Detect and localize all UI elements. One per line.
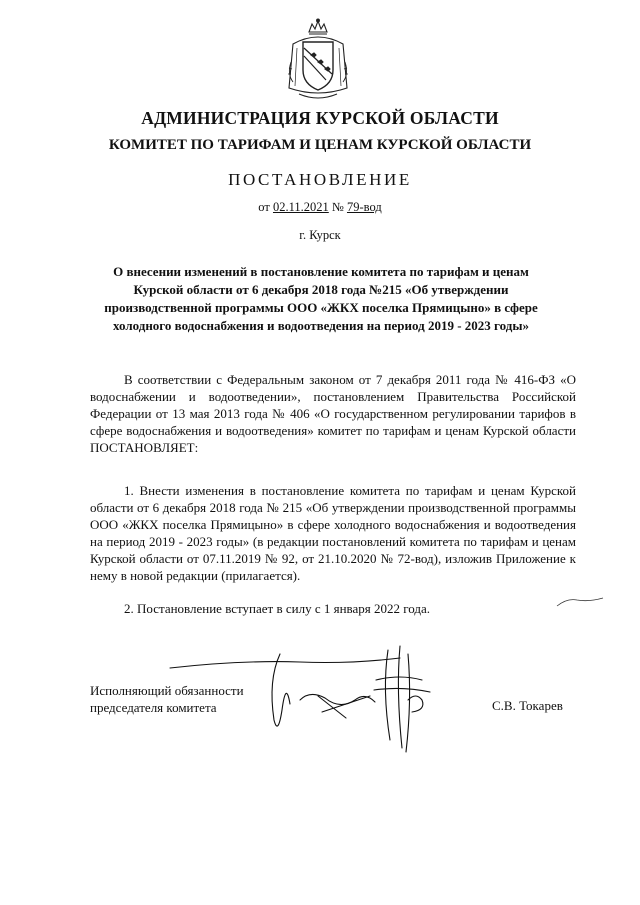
document-reference: [0, 200, 640, 215]
item-1-paragraph: 1. Внести изменения в постановление комитета по тарифам и ценам Курской области от 6 декабря 2018 года № 215 «Об утверждении производственной программы ООО «ЖКХ поселка Прямицыно» в сфере холодного водоснабжения и водоотведения на период 2019 - 2023 годы» (в редакции постановлений комитета по тарифам и ценам Курской области от 07.11.2019 № 92, от 21.10.2020 № 72-вод), изложив Приложение к нему в новой редакции (прилагается).: [90, 483, 576, 583]
margin-mark-icon: [555, 592, 605, 612]
signer-role-line-1: Исполняющий обязанности: [90, 683, 244, 698]
committee-title: КОМИТЕТ ПО ТАРИФАМ И ЦЕНАМ КУРСКОЙ ОБЛАСТИ: [108, 137, 532, 153]
organization-title: АДМИНИСТРАЦИЯ КУРСКОЙ ОБЛАСТИ: [141, 108, 499, 128]
city: г. Курск: [299, 228, 341, 242]
signer-name: С.В. Токарев: [492, 698, 563, 713]
intro-paragraph: В соответствии с Федеральным законом от 7 декабря 2011 года № 416-ФЗ «О водоснабжении и водоотведении», постановлением Правительства Российской Федерации от 13 мая 2013 года № 406 «О государственном регулировании тарифов в сфере водоснабжения и водоотведения» комитет по тарифам и ценам Курской области ПОСТАНОВЛЯЕТ:: [90, 372, 576, 455]
document-subject: О внесении изменений в постановление комитета по тарифам и ценам Курской области от 6 декабря 2018 года №215 «Об утверждении производственной программы ООО «ЖКХ поселка Прямицыно» в сфере холодного водоснабжения и водоотведения на период 2019 - 2023 годы»: [104, 264, 538, 333]
coat-of-arms-icon: [285, 18, 351, 102]
number-prefix: №: [331, 200, 344, 214]
document-type: ПОСТАНОВЛЕНИЕ: [228, 170, 412, 189]
signer-role-line-2: председателя комитета: [90, 700, 217, 715]
document-date: 02.11.2021: [272, 200, 329, 214]
item-2-paragraph: 2. Постановление вступает в силу с 1 января 2022 года.: [124, 601, 431, 616]
date-prefix: от: [258, 200, 270, 214]
document-number: 79-вод: [346, 200, 382, 214]
handwritten-signature-icon: [150, 640, 440, 760]
